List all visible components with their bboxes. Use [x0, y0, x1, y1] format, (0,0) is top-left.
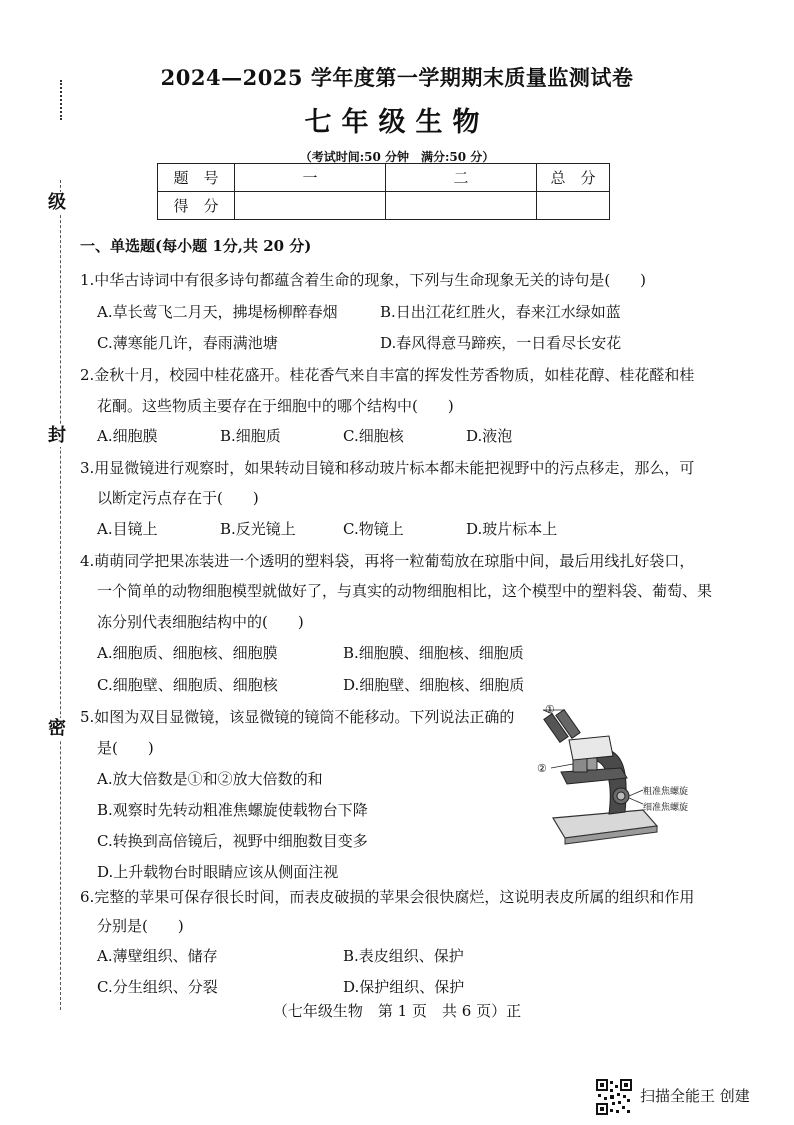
question-2-option-b: B.细胞质 — [220, 427, 281, 445]
question-4-option-c: C.细胞壁、细胞质、细胞核 — [97, 676, 278, 694]
question-5-stem-line-1: 5.如图为双目显微镜，该显微镜的镜筒不能移动。下列说法正确的 — [80, 708, 515, 726]
question-1-option-a: A.草长莺飞二月天，拂堤杨柳醉春烟 — [97, 303, 338, 321]
question-6-option-b: B.表皮组织、保护 — [343, 947, 464, 965]
figure-label-objective: ② — [537, 762, 547, 775]
question-6-option-a: A.薄壁组织、储存 — [97, 947, 218, 965]
question-4-option-a: A.细胞质、细胞核、细胞膜 — [97, 644, 278, 662]
binding-line — [60, 180, 61, 1010]
question-2-stem-line-2: 花酮。这些物质主要存在于细胞中的哪个结构中( ) — [97, 397, 454, 415]
question-6-option-d: D.保护组织、保护 — [343, 978, 465, 996]
microscope-drawing — [525, 700, 685, 850]
question-2-option-c: C.细胞核 — [343, 427, 404, 445]
question-6-stem-line-1: 6.完整的苹果可保存很长时间，而表皮破损的苹果会很快腐烂，这说明表皮所属的组织和作用 — [80, 888, 695, 906]
question-4-option-b: B.细胞膜、细胞核、细胞质 — [343, 644, 524, 662]
exam-info: （考试时间:50 分钟 满分:50 分） — [299, 150, 495, 164]
question-3-stem-line-1: 3.用显微镜进行观察时，如果转动目镜和移动玻片标本都未能把视野中的污点移走，那么，可 — [80, 459, 695, 477]
question-1-option-c: C.薄寒能几许，春雨满池塘 — [97, 334, 278, 352]
question-5-option-c: C.转换到高倍镜后，视野中细胞数目变多 — [97, 832, 368, 850]
question-1-option-b: B.日出江花红胜火，春来江水绿如蓝 — [380, 303, 621, 321]
figure-label-fine-focus: 细准焦螺旋 — [643, 803, 689, 813]
score-table-header-row — [158, 164, 610, 192]
score-row-label: 得 分 — [158, 192, 235, 220]
question-2-option-a: A.细胞膜 — [97, 427, 158, 445]
question-5-option-d: D.上升载物台时眼睛应该从侧面注视 — [97, 863, 339, 881]
question-5-option-b: B.观察时先转动粗准焦螺旋使载物台下降 — [97, 801, 368, 819]
question-6-stem-line-2: 分别是( ) — [97, 917, 184, 935]
figure-label-coarse-focus: 粗准焦螺旋 — [643, 787, 689, 797]
page-footer: （七年级生物 第 1 页 共 6 页）正 — [272, 1002, 522, 1020]
exam-title: 2024—2025 学年度第一学期期末质量监测试卷 — [160, 65, 634, 90]
question-3-option-c: C.物镜上 — [343, 520, 404, 538]
score-header-cell: 一 — [235, 164, 386, 192]
question-3-option-d: D.玻片标本上 — [466, 520, 558, 538]
question-1-option-d: D.春风得意马蹄疾，一日看尽长安花 — [380, 334, 622, 352]
margin-label-seal: 封 — [48, 425, 66, 446]
qr-code-icon — [596, 1079, 632, 1115]
figure-label-eyepiece: ① — [545, 703, 555, 716]
question-3-option-a: A.目镜上 — [97, 520, 158, 538]
score-table-score-row — [158, 192, 610, 220]
question-4-stem-line-3: 冻分别代表细胞结构中的( ) — [97, 613, 304, 631]
exam-subject: 七年级生物 — [304, 107, 490, 138]
question-3-stem-line-2: 以断定污点存在于( ) — [97, 489, 259, 507]
scanner-watermark: 扫描全能王 创建 — [640, 1087, 750, 1105]
score-cell[interactable] — [386, 192, 537, 220]
margin-label-secret: 密 — [48, 718, 66, 739]
score-header-cell: 总 分 — [537, 164, 610, 192]
score-table — [157, 163, 610, 220]
score-cell[interactable] — [235, 192, 386, 220]
question-2-stem-line-1: 2.金秋十月，校园中桂花盛开。桂花香气来自丰富的挥发性芳香物质，如桂花醇、桂花醛和桂 — [80, 366, 695, 384]
microscope-figure — [525, 700, 689, 850]
score-header-cell: 题 号 — [158, 164, 235, 192]
question-3-option-b: B.反光镜上 — [220, 520, 296, 538]
question-5-stem-line-2: 是( ) — [97, 739, 154, 757]
question-2-option-d: D.液泡 — [466, 427, 513, 445]
score-cell[interactable] — [537, 192, 610, 220]
question-6-option-c: C.分生组织、分裂 — [97, 978, 218, 996]
section-heading: 一、单选题(每小题 1分,共 20 分) — [80, 237, 312, 255]
question-4-option-d: D.细胞壁、细胞核、细胞质 — [343, 676, 525, 694]
question-4-stem-line-1: 4.萌萌同学把果冻装进一个透明的塑料袋，再将一粒葡萄放在琼脂中间，最后用线扎好袋口， — [80, 552, 695, 570]
score-header-cell: 二 — [386, 164, 537, 192]
question-1-stem: 1.中华古诗词中有很多诗句都蕴含着生命的现象，下列与生命现象无关的诗句是( ) — [80, 271, 647, 289]
question-4-stem-line-2: 一个简单的动物细胞模型就做好了，与真实的动物细胞相比，这个模型中的塑料袋、葡萄、果 — [97, 582, 713, 600]
question-5-option-a: A.放大倍数是①和②放大倍数的和 — [97, 770, 323, 788]
margin-label-grade: 级 — [48, 192, 66, 213]
